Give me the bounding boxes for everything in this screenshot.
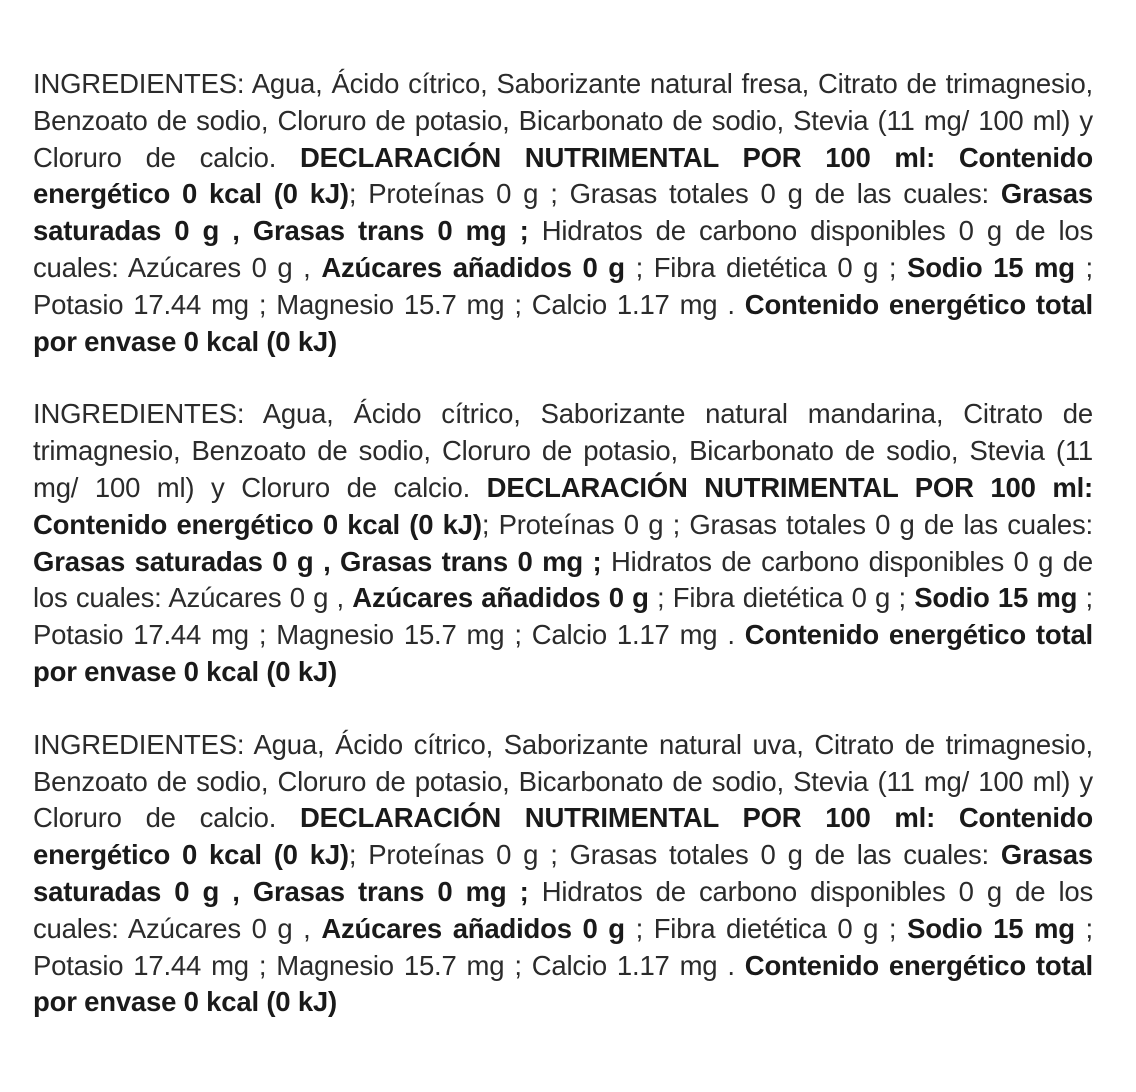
ingredients-text: INGREDIENTES: Agua, Ácido cítrico, Saborizante natural mandarina, Citrato de trimagnesio, Benzoato de sodio, Cloruro de potasio, Bicarbonato de sodio, Stevia (11 mg/ 100 ml) y Cloruro de calcio. <box>33 398 1093 503</box>
nutrition-text: ; Fibra dietética 0 g ; <box>648 582 915 614</box>
nutrition-label-document <box>33 66 1093 1057</box>
fats-highlight: Grasas saturadas 0 g , Grasas trans 0 mg ; <box>33 178 1093 247</box>
added-sugars-highlight: Azúcares añadidos 0 g <box>321 912 625 944</box>
ingredients-text: INGREDIENTES: Agua, Ácido cítrico, Saborizante natural uva, Citrato de trimagnesio, Benzoato de sodio, Cloruro de potasio, Bicarbonato de sodio, Stevia (11 mg/ 100 ml) y Cloruro de calcio. <box>33 728 1093 834</box>
nutrition-text: ; Potasio 17.44 mg ; Magnesio 15.7 mg ; Calcio 1.17 mg . <box>33 251 1093 320</box>
nutrition-text: ; Fibra dietética 0 g ; <box>624 912 908 944</box>
nutrition-text: ; Proteínas 0 g ; Grasas totales 0 g de las cuales: <box>481 508 1093 540</box>
nutrition-text: ; Proteínas 0 g ; Grasas totales 0 g de las cuales: <box>348 178 1001 210</box>
added-sugars-highlight: Azúcares añadidos 0 g <box>321 251 625 283</box>
nutrition-text: Hidratos de carbono disponibles 0 g de los cuales: Azúcares 0 g , <box>33 545 1093 614</box>
nutrition-text: Hidratos de carbono disponibles 0 g de los cuales: Azúcares 0 g , <box>33 215 1093 283</box>
sodium-highlight: Sodio 15 mg <box>914 582 1078 614</box>
nutrition-text: Hidratos de carbono disponibles 0 g de los cuales: Azúcares 0 g , <box>33 875 1093 944</box>
fats-highlight: Grasas saturadas 0 g , Grasas trans 0 mg ; <box>33 545 602 577</box>
ingredients-block-mandarina <box>33 396 1093 690</box>
nutrition-declaration-heading: DECLARACIÓN NUTRIMENTAL POR 100 ml: Contenido energético 0 kcal (0 kJ) <box>33 141 1094 210</box>
sodium-highlight: Sodio 15 mg <box>907 912 1075 944</box>
added-sugars-highlight: Azúcares añadidos 0 g <box>352 582 649 614</box>
total-energy-highlight: Contenido energético total por envase 0 kcal (0 kJ) <box>33 288 1093 357</box>
nutrition-declaration-heading: DECLARACIÓN NUTRIMENTAL POR 100 ml: Contenido energético 0 kcal (0 kJ) <box>33 802 1094 871</box>
total-energy-highlight: Contenido energético total por envase 0 kcal (0 kJ) <box>33 949 1093 1018</box>
nutrition-text: ; Potasio 17.44 mg ; Magnesio 15.7 mg ; Calcio 1.17 mg . <box>33 912 1093 981</box>
nutrition-declaration-heading: DECLARACIÓN NUTRIMENTAL POR 100 ml: Contenido energético 0 kcal (0 kJ) <box>33 471 1093 540</box>
ingredients-block-fresa <box>33 66 1093 360</box>
fats-highlight: Grasas saturadas 0 g , Grasas trans 0 mg ; <box>33 839 1093 907</box>
nutrition-text: ; Fibra dietética 0 g ; <box>624 251 908 283</box>
nutrition-text: ; Proteínas 0 g ; Grasas totales 0 g de las cuales: <box>348 839 1001 871</box>
total-energy-highlight: Contenido energético total por envase 0 kcal (0 kJ) <box>33 619 1093 687</box>
sodium-highlight: Sodio 15 mg <box>907 251 1075 283</box>
ingredients-text: INGREDIENTES: Agua, Ácido cítrico, Saborizante natural fresa, Citrato de trimagnesio, Benzoato de sodio, Cloruro de potasio, Bicarbonato de sodio, Stevia (11 mg/ 100 ml) y Cloruro de calcio. <box>33 68 1093 173</box>
nutrition-text: ; Potasio 17.44 mg ; Magnesio 15.7 mg ; Calcio 1.17 mg . <box>33 582 1093 651</box>
ingredients-block-uva <box>33 727 1093 1021</box>
